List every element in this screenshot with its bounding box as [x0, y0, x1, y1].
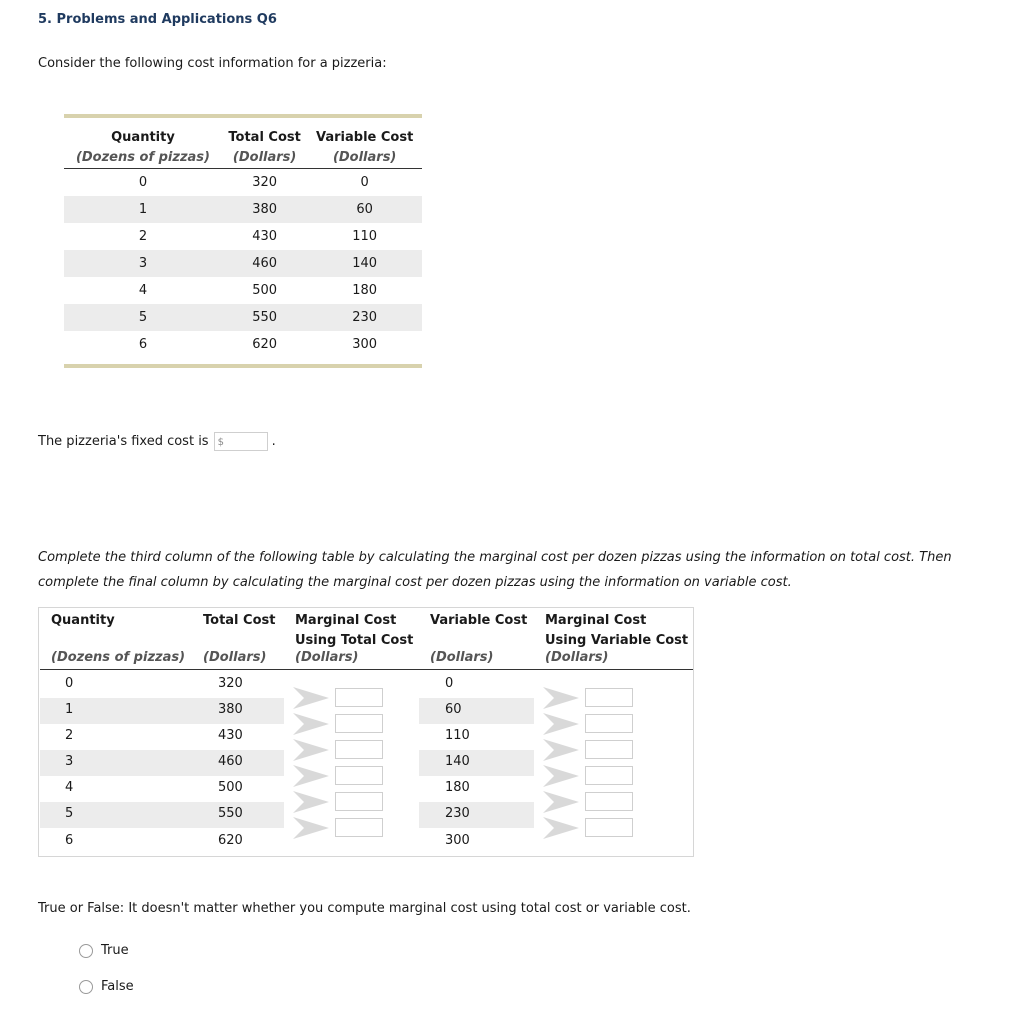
cell-variable-cost: 60: [307, 196, 422, 223]
chevron-right-icon: [541, 737, 581, 763]
table-row: [64, 304, 422, 331]
option-false[interactable]: [79, 979, 134, 994]
fixed-cost-line: [38, 432, 276, 451]
col-subheader-quantity: (Dozens of pizzas): [64, 146, 222, 169]
true-false-question: True or False: It doesn't matter whether you compute marginal cost using total cost or variable cost.: [38, 901, 691, 916]
chevron-right-icon: [291, 685, 331, 711]
cell-quantity: 6: [138, 337, 148, 352]
col-subheader-variable-cost: (Dollars): [307, 146, 422, 169]
col-header-variable-cost: Variable Cost: [316, 129, 414, 145]
chevron-right-icon: [541, 685, 581, 711]
cell-quantity: 0: [138, 175, 148, 190]
option-false-label: False: [101, 979, 134, 994]
col-header-variable-cost: Variable Cost: [430, 613, 528, 628]
mc-total-input[interactable]: [335, 766, 383, 785]
mc-var-input[interactable]: [585, 688, 633, 707]
fixed-cost-prefix: The pizzeria's fixed cost is: [38, 434, 209, 449]
table-row: [64, 223, 422, 250]
mc-total-input[interactable]: [335, 740, 383, 759]
cell-total-cost: 380: [218, 702, 243, 717]
cell-total-cost: 430: [252, 229, 278, 244]
mc-var-input[interactable]: [585, 818, 633, 837]
cell-total-cost: 550: [222, 304, 307, 331]
cell-total-cost: 550: [218, 806, 243, 821]
intro-text: Consider the following cost information for a pizzeria:: [38, 56, 387, 71]
col-header-mc-total-line1: Marginal Cost: [295, 613, 397, 628]
mc-total-input[interactable]: [335, 818, 383, 837]
cell-quantity: 1: [64, 196, 222, 223]
cell-total-cost: 460: [218, 754, 243, 769]
header-divider: [40, 669, 693, 670]
chevron-right-icon: [541, 789, 581, 815]
mc-total-input[interactable]: [335, 714, 383, 733]
cell-total-cost: 620: [252, 337, 278, 352]
col-header-quantity: Quantity: [111, 129, 175, 145]
col-header-quantity: Quantity: [51, 613, 115, 628]
cell-total-cost: 430: [218, 728, 243, 743]
chevron-right-icon: [541, 763, 581, 789]
cell-total-cost: 500: [252, 283, 278, 298]
table-row: [64, 196, 422, 223]
cell-quantity: 3: [64, 250, 222, 277]
col-header-total-cost: Total Cost: [228, 129, 301, 145]
mc-total-input[interactable]: [335, 688, 383, 707]
cell-variable-cost: 180: [352, 283, 378, 298]
radio-true[interactable]: [79, 944, 93, 958]
cell-variable-cost: 60: [445, 702, 462, 717]
col-header-total-cost: Total Cost: [203, 613, 276, 628]
cell-quantity: 2: [65, 728, 74, 743]
table-row: [64, 331, 422, 358]
cell-quantity: 6: [65, 833, 74, 848]
cell-variable-cost: 140: [307, 250, 422, 277]
option-true[interactable]: [79, 943, 129, 958]
fixed-cost-input[interactable]: $: [214, 432, 268, 451]
col-header-mc-var-line2: Using Variable Cost: [545, 633, 689, 648]
col-subheader-total-cost: (Dollars): [222, 146, 307, 169]
cell-variable-cost: 180: [445, 780, 470, 795]
table-row: [64, 169, 422, 197]
chevron-right-icon: [541, 815, 581, 841]
cell-variable-cost: 0: [445, 676, 454, 691]
cell-quantity: 5: [65, 806, 74, 821]
cell-quantity: 3: [65, 754, 74, 769]
cell-quantity: 2: [138, 229, 148, 244]
cell-variable-cost: 110: [352, 229, 378, 244]
mc-var-input[interactable]: [585, 714, 633, 733]
col-header-mc-total-line2: Using Total Cost: [295, 633, 414, 648]
col-subheader-mc-total: (Dollars): [295, 650, 359, 665]
table-bottom-bar: [64, 364, 422, 368]
col-subheader-total-cost: (Dollars): [203, 650, 267, 665]
table-row: [64, 250, 422, 277]
cell-quantity: 1: [65, 702, 74, 717]
cell-total-cost: 380: [222, 196, 307, 223]
cell-total-cost: 320: [252, 175, 278, 190]
col-header-mc-var-line1: Marginal Cost: [545, 613, 647, 628]
cell-variable-cost: 110: [445, 728, 470, 743]
cell-variable-cost: 0: [360, 175, 369, 190]
cell-variable-cost: 140: [445, 754, 470, 769]
question-title: 5. Problems and Applications Q6: [38, 12, 277, 27]
mc-var-input[interactable]: [585, 740, 633, 759]
cell-quantity: 5: [64, 304, 222, 331]
cell-variable-cost: 230: [445, 806, 470, 821]
col-subheader-variable-cost: (Dollars): [430, 650, 494, 665]
cell-quantity: 4: [65, 780, 74, 795]
chevron-right-icon: [291, 763, 331, 789]
chevron-right-icon: [291, 737, 331, 763]
cell-variable-cost: 300: [352, 337, 378, 352]
mc-var-input[interactable]: [585, 766, 633, 785]
cell-quantity: 0: [65, 676, 74, 691]
cell-total-cost: 320: [218, 676, 243, 691]
cost-table: [64, 114, 422, 368]
col-subheader-quantity: (Dozens of pizzas): [51, 650, 186, 665]
cell-total-cost: 620: [218, 833, 243, 848]
cell-total-cost: 460: [222, 250, 307, 277]
cell-variable-cost: 230: [307, 304, 422, 331]
mc-var-input[interactable]: [585, 792, 633, 811]
cell-variable-cost: 300: [445, 833, 470, 848]
mc-total-input[interactable]: [335, 792, 383, 811]
table-row: [64, 277, 422, 304]
chevron-right-icon: [291, 789, 331, 815]
instructions-text: Complete the third column of the following table by calculating the marginal cost per dozen pizzas using the information on total cost. Then complete the final column by calculating the marginal cost per dozen pizzas using the information on variable cost.: [38, 550, 952, 590]
cell-quantity: 4: [138, 283, 148, 298]
chevron-right-icon: [291, 711, 331, 737]
option-true-label: True: [101, 943, 129, 958]
chevron-right-icon: [291, 815, 331, 841]
chevron-right-icon: [541, 711, 581, 737]
col-subheader-mc-var: (Dollars): [545, 650, 609, 665]
marginal-cost-table: [38, 607, 694, 857]
radio-false[interactable]: [79, 980, 93, 994]
cell-total-cost: 500: [218, 780, 243, 795]
fixed-cost-suffix: .: [271, 434, 276, 449]
